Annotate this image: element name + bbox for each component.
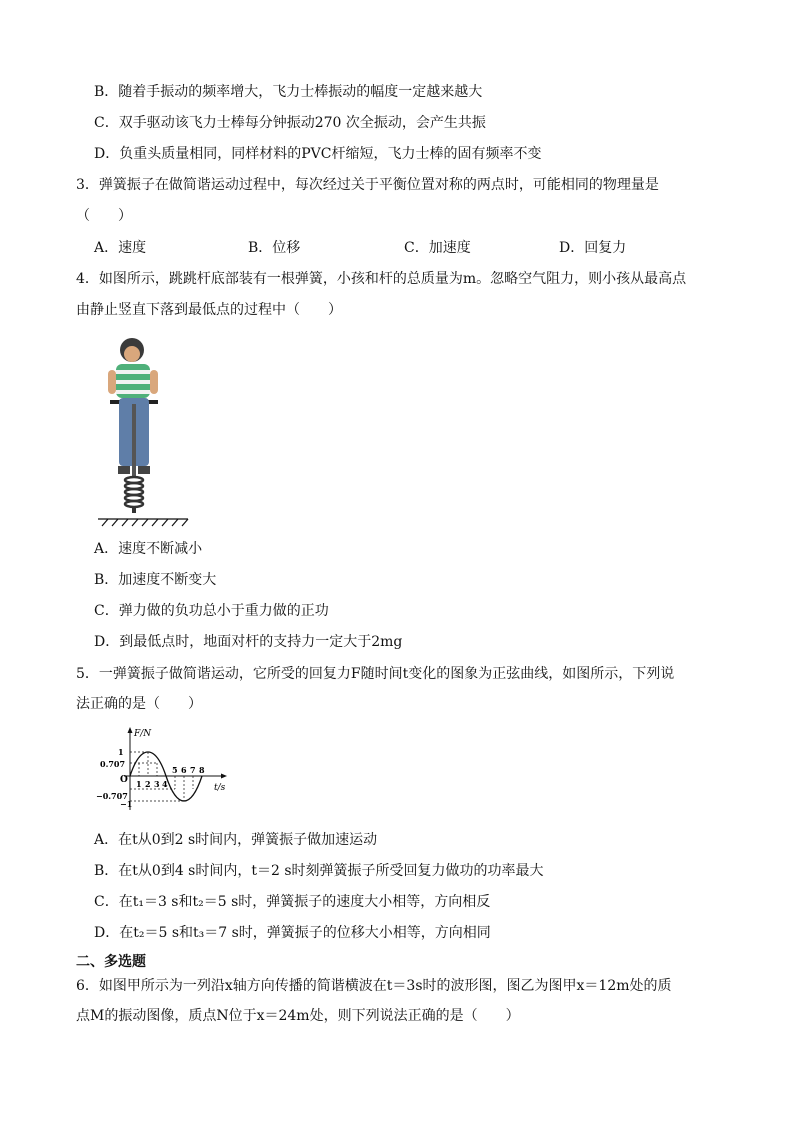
q3-stem-line1: 3．弹簧振子在做简谐运动过程中，每次经过关于平衡位置对称的两点时，可能相同的物理量是 xyxy=(76,177,659,193)
pogo-stick-child-image xyxy=(96,330,196,530)
q3-option-c: C．加速度 xyxy=(404,240,471,256)
q4-stem-line1: 4．如图所示，跳跳杆底部装有一根弹簧，小孩和杆的总质量为m。忽略空气阻力，则小孩从最高点 xyxy=(76,271,687,287)
q2-option-d: D．负重头质量相同，同样材料的PVC杆缩短，飞力士棒的固有频率不变 xyxy=(94,146,542,162)
graph-xtick-6: 6 xyxy=(181,765,187,775)
graph-ytick-1: 1 xyxy=(118,747,124,757)
pogo-pole xyxy=(132,404,136,476)
graph-ytick-0707: 0.707 xyxy=(100,759,126,769)
q3-stem-line2: （ ） xyxy=(76,208,132,224)
ground-hatching xyxy=(98,519,188,526)
q3-option-b: B．位移 xyxy=(248,240,301,256)
graph-xtick-2: 2 xyxy=(145,779,151,789)
q6-stem-line2: 点M的振动图像，质点N位于x＝24m处，则下列说法正确的是（ ） xyxy=(76,1008,520,1024)
q5-stem-line1: 5．一弹簧振子做简谐运动，它所受的回复力F随时间t变化的图象为正弦曲线，如图所示，下列说 xyxy=(76,666,675,682)
q2-option-c: C．双手驱动该飞力士棒每分钟振动270 次全振动，会产生共振 xyxy=(94,115,486,131)
q4-option-b: B．加速度不断变大 xyxy=(94,572,217,588)
q6-stem-line1: 6．如图甲所示为一列沿x轴方向传播的简谐横波在t＝3s时的波形图，图乙为图甲x＝12m处的质 xyxy=(76,978,672,994)
q4-option-d: D．到最低点时，地面对杆的支持力一定大于2mg xyxy=(94,634,403,650)
q4-stem-line2: 由静止竖直下落到最低点的过程中（ ） xyxy=(76,302,342,318)
q3-option-d: D．回复力 xyxy=(559,240,627,256)
q5-stem-line2: 法正确的是（ ） xyxy=(76,696,202,712)
q4-option-c: C．弹力做的负功总小于重力做的正功 xyxy=(94,603,329,619)
q3-option-a: A．速度 xyxy=(94,240,147,256)
q4-option-a: A．速度不断减小 xyxy=(94,541,203,557)
force-time-graph xyxy=(96,724,236,814)
graph-origin-label: O xyxy=(120,775,128,785)
q2-option-b: B．随着手振动的频率增大，飞力士棒振动的幅度一定越来越大 xyxy=(94,84,483,100)
graph-xtick-8: 8 xyxy=(199,765,205,775)
graph-ytick-neg0707: −0.707 xyxy=(96,791,128,801)
section-heading-multiple-choice: 二、多选题 xyxy=(76,954,146,970)
graph-xtick-4: 4 xyxy=(162,779,168,789)
q5-option-c: C．在t₁＝3 s和t₂＝5 s时，弹簧振子的速度大小相等，方向相反 xyxy=(94,894,491,910)
pogo-spring xyxy=(125,477,143,507)
q5-option-d: D．在t₂＝5 s和t₃＝7 s时，弹簧振子的位移大小相等，方向相同 xyxy=(94,925,491,941)
graph-ytick-neg1: −1 xyxy=(120,799,133,809)
graph-x-label: t/s xyxy=(214,783,226,793)
q5-option-a: A．在t从0到2 s时间内，弹簧振子做加速运动 xyxy=(94,832,378,848)
graph-xtick-3: 3 xyxy=(154,779,160,789)
graph-xtick-7: 7 xyxy=(190,765,196,775)
graph-xtick-5: 5 xyxy=(172,765,178,775)
graph-y-label: F/N xyxy=(134,729,152,739)
q5-option-b: B．在t从0到4 s时间内，t＝2 s时刻弹簧振子所受回复力做功的功率最大 xyxy=(94,863,544,879)
graph-xtick-1: 1 xyxy=(136,779,142,789)
